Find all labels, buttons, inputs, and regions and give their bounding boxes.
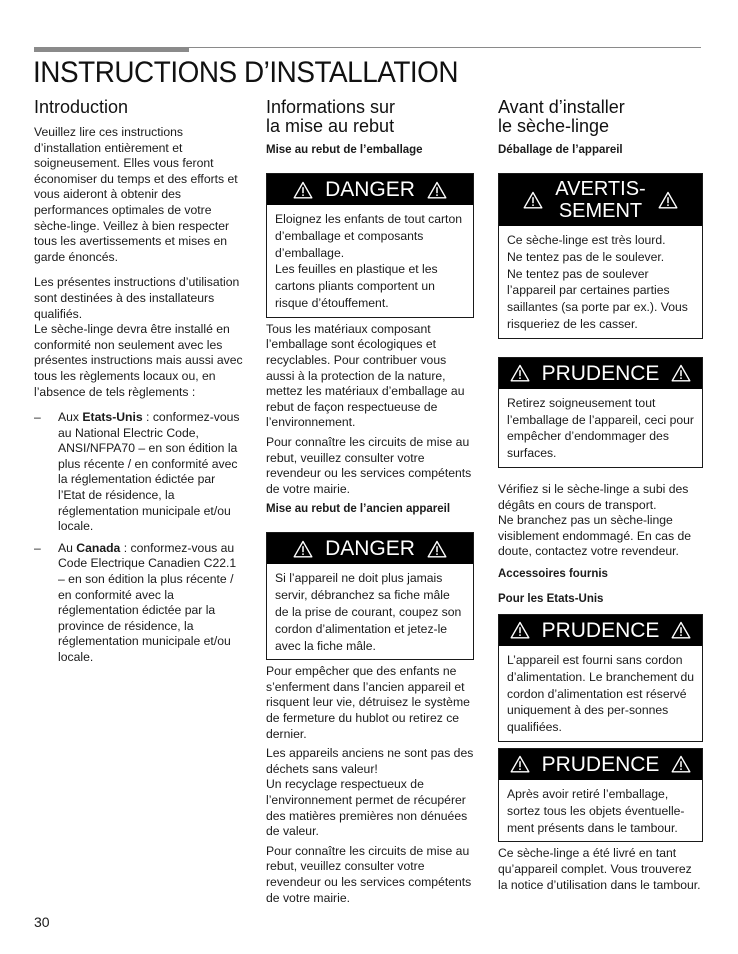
caution-label: PRUDENCE: [541, 752, 660, 776]
delivery-paragraph: Ce sèche-linge a été livré en tant qu’appareil complet. Vous trouverez la notice d’utilisation dans le tambour.: [498, 846, 701, 892]
danger-box-packaging: [266, 173, 474, 318]
danger-label: DANGER: [325, 537, 415, 561]
warning-header: [499, 174, 702, 226]
warning-triangle-icon: [510, 755, 530, 773]
warning-triangle-icon: [293, 181, 313, 199]
warning-text: Ce sèche-linge est très lourd.: [507, 233, 666, 247]
header-accent-bar: [34, 47, 189, 52]
warning-triangle-icon: [510, 364, 530, 382]
packaging-disposal-subheading: Mise au rebut de l’emballage: [266, 144, 423, 156]
caution-label: PRUDENCE: [541, 618, 660, 642]
danger-text: Si l’appareil ne doit plus jamais servir, débranchez sa fiche mâle de la prise de courant, coupez son cordon d’alimentation et jetez-le avec la fiche mâle.: [275, 571, 462, 653]
unpacking-subheading: Déballage de l’appareil: [498, 144, 623, 156]
dash-bullet: –: [34, 540, 41, 555]
list-item-prefix: Aux: [58, 410, 83, 425]
caution-header: [499, 358, 702, 389]
danger-header: [267, 174, 473, 205]
intro-paragraph: Veuillez lire ces instructions d’installation entièrement et soigneusement. Elles vous feront économiser du temps et des efforts et vous aideront à obtenir des performances optimales de votre sèche-linge. Veillez à bien respecter tous les avertissements et mises en garde énoncés.: [34, 125, 238, 264]
warning-triangle-icon: [523, 191, 543, 209]
caution-header: [499, 749, 702, 780]
column-before-install: [498, 98, 703, 897]
warning-triangle-icon: [427, 540, 447, 558]
packaging-paragraph: Tous les matériaux composant l’emballage sont écologiques et recyclables. Pour contribuer vous aussi à la protection de la nature, mettez les matériaux d’emballage au rebut de façon respectueuse de l’environnement.: [266, 321, 465, 430]
caution-body: [499, 780, 702, 841]
warning-text: Ne tentez pas de le soulever.: [507, 249, 665, 264]
recycling-text-a: Les appareils anciens ne sont pas des déchets sans valeur!: [266, 746, 474, 776]
before-install-heading: [498, 98, 703, 136]
warning-box-heavy: [498, 173, 703, 339]
warning-triangle-icon: [671, 621, 691, 639]
caution-label: PRUDENCE: [541, 361, 660, 385]
caution-text: L’appareil est fourni sans cordon d’alimentation. Le branchement du cordon d’alimentation est réservé uniquement à des per-sonnes qualifiées.: [507, 652, 694, 735]
page-number: 30: [34, 914, 50, 930]
warning-triangle-icon: [671, 755, 691, 773]
list-item-text: : conformez-vous au Code Electrique Canadien C22.1 – en son édition la plus récente / en conformité avec la réglementation édictée par la province de résidence, la réglementation municipale et/ou locale.: [58, 540, 237, 664]
warning-triangle-icon: [427, 181, 447, 199]
before-install-heading-line2: le sèche-linge: [498, 116, 610, 136]
caution-body: [499, 389, 702, 467]
caution-header: [499, 615, 702, 646]
disposal-heading-line1: Informations sur: [266, 97, 396, 117]
warning-body: [499, 226, 702, 338]
column-introduction: [34, 98, 244, 672]
disposal-heading-line2: la mise au rebut: [266, 116, 395, 136]
danger-text: Les feuilles en plastique et les cartons pliants comportent un risque d’étouffement.: [275, 262, 438, 310]
warning-triangle-icon: [293, 540, 313, 558]
caution-text: Retirez soigneusement tout l’emballage de l’appareil, ceci pour empêcher d’endommager des surfaces.: [507, 395, 694, 461]
list-item: [34, 410, 244, 535]
danger-label: DANGER: [325, 178, 415, 201]
warning-label-line1: AVERTIS-: [555, 178, 646, 200]
warning-triangle-icon: [671, 364, 691, 382]
usa-subheading: Pour les Etats-Unis: [498, 592, 604, 605]
installer-paragraph: [34, 275, 244, 400]
caution-box-drum: [498, 748, 703, 842]
old-appliance-subheading: Mise au rebut de l’ancien appareil: [266, 503, 451, 516]
danger-box-old-appliance: [266, 532, 474, 660]
dash-bullet: –: [34, 410, 41, 425]
caution-box-packaging: [498, 357, 703, 468]
warning-triangle-icon: [510, 621, 530, 639]
caution-box-power-cord: [498, 614, 703, 742]
disposal-heading: [266, 98, 474, 136]
caution-body: [499, 646, 702, 741]
danger-body: [267, 564, 473, 659]
warning-label: [555, 178, 645, 222]
list-item: [34, 541, 244, 666]
installer-text-b: Le sèche-linge devra être installé en conformité non seulement avec les présentes instructions mais aussi avec tous les règlements locaux ou, en l’absence de tels règlements :: [34, 322, 243, 399]
list-item-bold: Canada: [76, 540, 121, 555]
list-item-text: : conformez-vous au National Electric Code, ANSI/NFPA70 – en son édition la plus récente / en conformité avec la réglementation édictée par l’Etat de résidence, la réglementation municipale et/ou locale.: [58, 410, 240, 534]
danger-body: [267, 205, 473, 317]
warning-text: Ne tentez pas de soulever l’appareil par certaines parties saillantes (sa porte par ex.). Vous risqueriez de les casser.: [507, 266, 688, 331]
danger-header: [267, 533, 473, 564]
children-safety-paragraph: Pour empêcher que des enfants ne s’enferment dans l’ancien appareil et risquent leur vie, détruisez le système de fermeture du hublot ou retirez ce dernier.: [266, 664, 470, 741]
disposal-contact-paragraph: Pour connaître les circuits de mise au rebut, veuillez consulter votre revendeur ou les services compétents de votre mairie.: [266, 434, 472, 496]
warning-label-line2: SEMENT: [558, 200, 643, 222]
danger-text: Eloignez les enfants de tout carton d’emballage et composants d’emballage.: [275, 212, 462, 260]
transport-damage-paragraph: [498, 482, 703, 560]
installer-text-a: Les présentes instructions d’utilisation sont destinées à des installateurs qualifiés.: [34, 275, 240, 321]
column-disposal: [266, 98, 474, 910]
transport-text-b: Ne branchez pas un sèche-linge visiblement endommagé. En cas de doute, contactez votre revendeur.: [498, 513, 692, 559]
recycling-text-b: Un recyclage respectueux de l’environnement permet de récupérer des matières premières non dénuées de valeur.: [266, 777, 468, 839]
before-install-heading-line1: Avant d’installer: [498, 97, 625, 117]
recycling-paragraph: [266, 746, 474, 840]
disposal-contact-paragraph: Pour connaître les circuits de mise au rebut, veuillez consulter votre revendeur ou les services compétents de votre mairie.: [266, 843, 472, 905]
warning-triangle-icon: [658, 191, 678, 209]
list-item-bold: Etats-Unis: [82, 410, 143, 425]
caution-text: Après avoir retiré l’emballage, sortez tous les objets éventuelle-ment présents dans le tambour.: [507, 786, 685, 835]
transport-text-a: Vérifiez si le sèche-linge a subi des dégâts en cours de transport.: [498, 481, 689, 512]
page-title: INSTRUCTIONS D’INSTALLATION: [33, 56, 459, 89]
introduction-heading: Introduction: [34, 97, 129, 117]
list-item-prefix: Au: [58, 540, 77, 555]
accessories-subheading: Accessoires fournis: [498, 567, 608, 580]
regulation-list: [34, 410, 244, 666]
